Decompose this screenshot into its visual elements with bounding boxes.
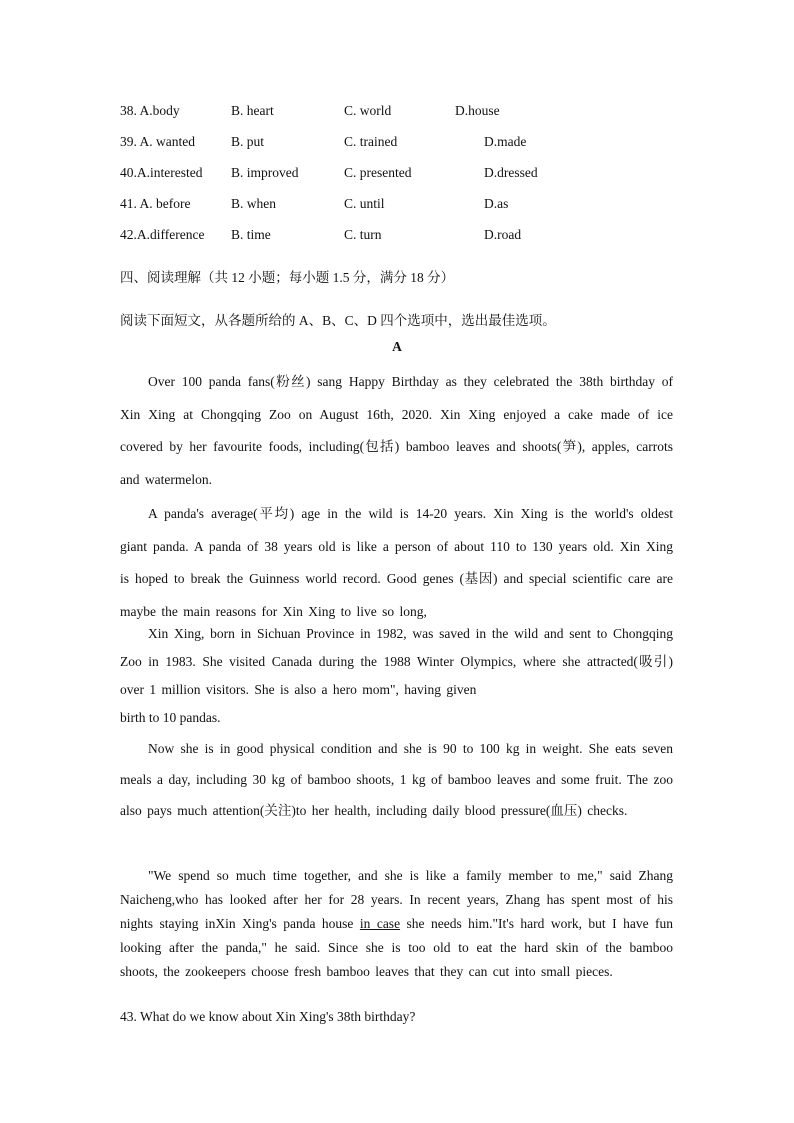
option-d: D.dressed — [484, 165, 538, 180]
paragraph-3 — [120, 620, 673, 704]
option-number: 38. A.body — [120, 103, 180, 118]
paragraph-5-text — [120, 864, 673, 984]
section-heading: 四、阅读理解（共 12 小题；每小题 1.5 分，满分 18 分） — [120, 270, 455, 285]
option-d: D.road — [484, 227, 522, 242]
paragraph-2-text: A panda's average(平均) age in the wild is 14-20 years. Xin Xing is the world's oldest giant panda. A panda of 38 years old is like a person of about 110 to 130 years old. Xin Xing is hoped to break the Guinness world record. Good genes (基因) and special scientific care are maybe the main reasons for Xin Xing to live so long, — [120, 506, 673, 619]
paragraph-4 — [120, 733, 673, 826]
paragraph-5-part-b: she needs him."It's hard work, but I have fun looking after the panda," he said. Since she is too old to eat the hard skin of the bamboo shoots, the zookeepers choose fresh bamboo leaves that they can cut into small pieces. — [120, 916, 674, 979]
option-number: 39. A. wanted — [120, 134, 195, 149]
option-number: 40.A.interested — [120, 165, 203, 180]
paragraph-4-text: Now she is in good physical condition and she is 90 to 100 kg in weight. She eats seven meals a day, including 30 kg of bamboo shoots, 1 kg of bamboo leaves and some fruit. The zoo also pays much attention(关注)to her health, including daily blood pressure(血压) checks. — [120, 741, 673, 818]
question-43: 43. What do we know about Xin Xing's 38th birthday? — [120, 1009, 416, 1024]
paragraph-5-part-a: "We spend so much time together, and she is like a family member to me," said Zhang Naicheng,who has looked after her for 28 years. In recent years, Zhang has spent most of his nights staying inXin Xing's panda house — [120, 868, 673, 931]
option-c: C. until — [344, 196, 385, 211]
paragraph-2 — [120, 498, 673, 628]
option-b: B. when — [231, 196, 276, 211]
option-b: B. time — [231, 227, 271, 242]
passage-title: A — [392, 339, 402, 354]
option-c: C. presented — [344, 165, 412, 180]
option-number: 42.A.difference — [120, 227, 205, 242]
option-b: B. improved — [231, 165, 299, 180]
option-number: 41. A. before — [120, 196, 191, 211]
paragraph-5 — [120, 864, 673, 984]
option-d: D.as — [484, 196, 509, 211]
option-b: B. heart — [231, 103, 274, 118]
paragraph-3-text: Xin Xing, born in Sichuan Province in 1982, was saved in the wild and sent to Chongqing Zoo in 1983. She visited Canada during the 1988 Winter Olympics, where she attracted(吸引) over 1 million visitors. She is also a hero mom", having given — [120, 626, 673, 697]
option-d: D.made — [484, 134, 527, 149]
paragraph-3-end: birth to 10 pandas. — [120, 710, 221, 725]
underlined-phrase: in case — [359, 916, 401, 931]
option-b: B. put — [231, 134, 265, 149]
option-c: C. turn — [344, 227, 382, 242]
paragraph-1-text: Over 100 panda fans(粉丝) sang Happy Birthday as they celebrated the 38th birthday of Xin Xing at Chongqing Zoo on August 16th, 2020. Xin Xing enjoyed a cake made of ice covered by her favourite foods, including(包括) bamboo leaves and shoots(笋), apples, carrots and watermelon. — [120, 374, 673, 487]
option-c: C. world — [344, 103, 392, 118]
paragraph-1 — [120, 366, 673, 496]
option-d: D.house — [455, 103, 500, 118]
option-c: C. trained — [344, 134, 398, 149]
instruction-text: 阅读下面短文，从各题所给的 A、B、C、D 四个选项中，选出最佳选项。 — [120, 313, 556, 328]
